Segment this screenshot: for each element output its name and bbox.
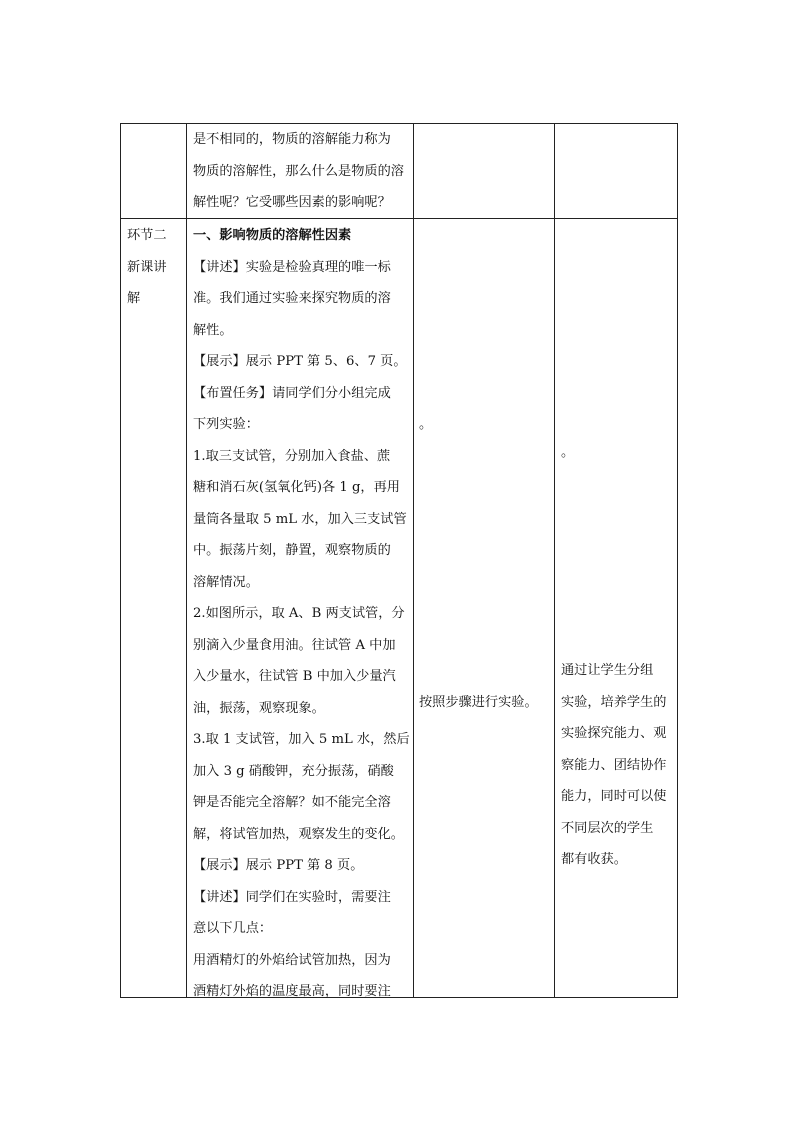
- text-line: 2.如图所示，取 A、B 两支试管，分: [193, 606, 405, 621]
- column-divider: [186, 124, 187, 997]
- text-line: 能力，同时可以使: [561, 789, 667, 804]
- text-line: 【布置任务】请同学们分小组完成: [193, 385, 391, 401]
- student-activity-text: 按照步骤进行实验。: [419, 695, 538, 710]
- stage-label: 解: [127, 291, 141, 306]
- teacher-activity-cell: [193, 220, 410, 1008]
- row1-activity-cell: [193, 124, 404, 219]
- lesson-plan-table: [120, 123, 678, 998]
- text-line: 溶解情况。: [193, 574, 259, 590]
- text-line: 解，将试管加热，观察发生的变化。: [193, 826, 404, 842]
- text-line: 实验探究能力、观: [561, 726, 667, 741]
- text-line: 入少量水，往试管 B 中加入少量汽: [193, 669, 396, 684]
- section-heading: 一、影响物质的溶解性因素: [193, 228, 352, 243]
- text-line: 准。我们通过实验来探究物质的溶: [193, 291, 391, 306]
- punctuation-mark: 。: [561, 445, 575, 460]
- text-line: 下列实验：: [193, 417, 259, 432]
- text-line: 察能力、团结协作: [561, 757, 667, 773]
- text-line: 【讲述】同学们在实验时，需要注: [193, 889, 391, 905]
- text-line: 加入 3 g 硝酸钾，充分振荡，硝酸: [193, 763, 394, 779]
- text-line: 实验，培养学生的: [561, 694, 667, 710]
- text-line: 量筒各量取 5 mL 水，加入三支试管: [193, 511, 407, 527]
- stage-label: 新课讲: [127, 259, 167, 275]
- intent-mark-cell: [561, 437, 574, 469]
- text-line: 糖和消石灰(氢氧化钙)各 1 g，再用: [193, 480, 400, 495]
- text-line: 酒精灯外焰的温度最高，同时要注: [193, 984, 391, 999]
- text-line: 通过让学生分组: [561, 663, 654, 678]
- text-line: 解性呢？它受哪些因素的影响呢？: [193, 195, 391, 210]
- punctuation-mark: 。: [419, 417, 433, 432]
- text-line: 是不相同的，物质的溶解能力称为: [193, 132, 391, 147]
- text-line: 都有收获。: [561, 852, 627, 867]
- text-line: 3.取 1 支试管，加入 5 mL 水，然后: [193, 732, 410, 747]
- design-intent-cell: [561, 655, 667, 876]
- text-line: 1.取三支试管，分别加入食盐、蔗: [193, 448, 391, 464]
- student-mark-cell: [419, 409, 432, 441]
- text-line: 油，振荡，观察现象。: [193, 700, 325, 716]
- text-line: 物质的溶解性，那么什么是物质的溶: [193, 163, 404, 179]
- column-divider: [413, 124, 414, 997]
- text-line: 【展示】展示 PPT 第 5、6、7 页。: [193, 354, 407, 369]
- stage-cell: [127, 220, 167, 315]
- stage-label: 环节二: [127, 228, 167, 243]
- text-line: 【展示】展示 PPT 第 8 页。: [193, 858, 364, 873]
- text-line: 【讲述】实验是检验真理的唯一标: [193, 259, 391, 275]
- column-divider: [554, 124, 555, 997]
- text-line: 钾是否能完全溶解？如不能完全溶: [193, 795, 391, 810]
- text-line: 解性。: [193, 322, 233, 338]
- text-line: 意以下几点：: [193, 921, 273, 936]
- text-line: 别滴入少量食用油。往试管 A 中加: [193, 637, 396, 653]
- text-line: 用酒精灯的外焰给试管加热，因为: [193, 952, 391, 968]
- student-activity-cell: [419, 687, 538, 719]
- text-line: 中。振荡片刻，静置，观察物质的: [193, 543, 391, 558]
- text-line: 不同层次的学生: [561, 820, 654, 836]
